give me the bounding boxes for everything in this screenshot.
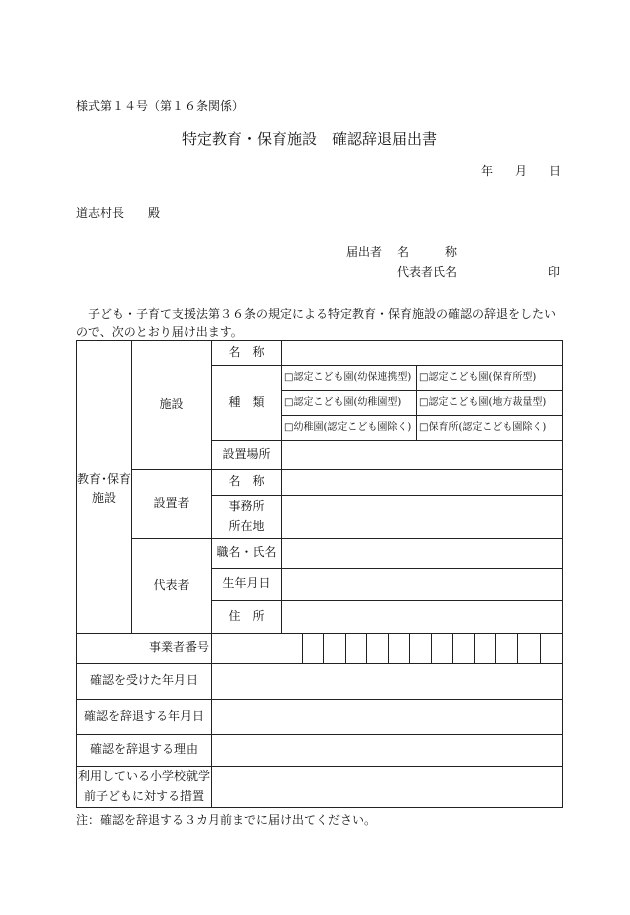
option-kindergarten[interactable]: □幼稚園(認定こども園除く) — [284, 421, 412, 433]
date-year-label: 年 — [481, 164, 494, 178]
rep-birthdate-field[interactable] — [282, 569, 562, 600]
withdraw-reason-label: 確認を辞退する理由 — [89, 742, 198, 757]
facility-location-field[interactable] — [282, 441, 562, 469]
date-month-label: 月 — [515, 164, 528, 178]
rep-title-name-label: 職名・氏名 — [216, 545, 277, 560]
business-number-field[interactable] — [282, 634, 562, 663]
group-label-education-facility — [77, 469, 131, 509]
measures-label — [77, 766, 211, 807]
facility-label: 施設 — [159, 396, 184, 411]
business-number-label: 事業者番号 — [148, 640, 209, 655]
facility-type-label: 種 類 — [228, 394, 265, 409]
document-title: 特定教育・保育施設 確認辞退届出書 — [182, 130, 438, 148]
body-text-line2: ので、次のとおり届け出ます。 — [76, 325, 243, 339]
representative-label: 代表者 — [153, 577, 190, 592]
date-confirmed-label: 確認を受けた年月日 — [89, 673, 198, 688]
measures-line1: 利用している小学校就学 — [77, 769, 210, 784]
option-certified-yochien[interactable]: □認定こども園(幼稚園型) — [284, 396, 402, 408]
facility-name-field[interactable] — [282, 341, 562, 365]
office-line2: 所在地 — [228, 518, 265, 533]
founder-name-field[interactable] — [282, 470, 562, 495]
office-line1: 事務所 — [228, 499, 265, 514]
founder-office-label — [212, 495, 281, 538]
applicant-label: 届出者 — [346, 245, 383, 259]
option-certified-yoho[interactable]: □認定こども園(幼保連携型) — [284, 371, 412, 383]
rep-birthdate-label: 生年月日 — [222, 576, 271, 591]
founder-office-field[interactable] — [282, 496, 562, 538]
date-withdraw-label: 確認を辞退する年月日 — [83, 708, 204, 723]
date-day-label: 日 — [549, 164, 562, 178]
withdraw-reason-field[interactable] — [212, 735, 562, 766]
option-certified-hoikusho[interactable]: □認定こども園(保育所型) — [419, 371, 537, 383]
rep-title-name-field[interactable] — [282, 539, 562, 568]
form-table — [76, 340, 563, 808]
rep-address-label: 住 所 — [228, 608, 265, 623]
body-text-line1: 子ども・子育て支援法第３６条の規定による特定教育・保育施設の確認の辞退をしたい — [88, 307, 557, 321]
addressee: 道志村長 殿 — [76, 206, 161, 220]
date-withdraw-field[interactable] — [212, 700, 562, 734]
representative-name-label: 代表者氏名 — [397, 265, 458, 279]
group-label-line1: 教育･保育 — [77, 471, 132, 486]
facility-location-label: 設置場所 — [222, 446, 271, 461]
note-text: 注：確認を辞退する３カ月前までに届け出てください。 — [76, 813, 377, 827]
option-nursery[interactable]: □保育所(認定こども園除く) — [419, 421, 547, 433]
rep-address-field[interactable] — [282, 601, 562, 633]
seal-mark: 印 — [548, 265, 561, 279]
date-confirmed-field[interactable] — [212, 664, 562, 699]
founder-label: 設置者 — [153, 495, 190, 510]
measures-field[interactable] — [212, 767, 562, 807]
facility-name-label: 名 称 — [228, 344, 265, 359]
form-number: 様式第１４号（第１６条関係） — [76, 99, 245, 113]
applicant-name-label: 名 称 — [397, 245, 458, 259]
option-certified-chiho[interactable]: □認定こども園(地方裁量型) — [419, 396, 547, 408]
measures-line2: 前子どもに対する措置 — [83, 788, 204, 803]
group-label-line2: 施設 — [91, 491, 116, 505]
founder-name-label: 名 称 — [228, 474, 265, 489]
